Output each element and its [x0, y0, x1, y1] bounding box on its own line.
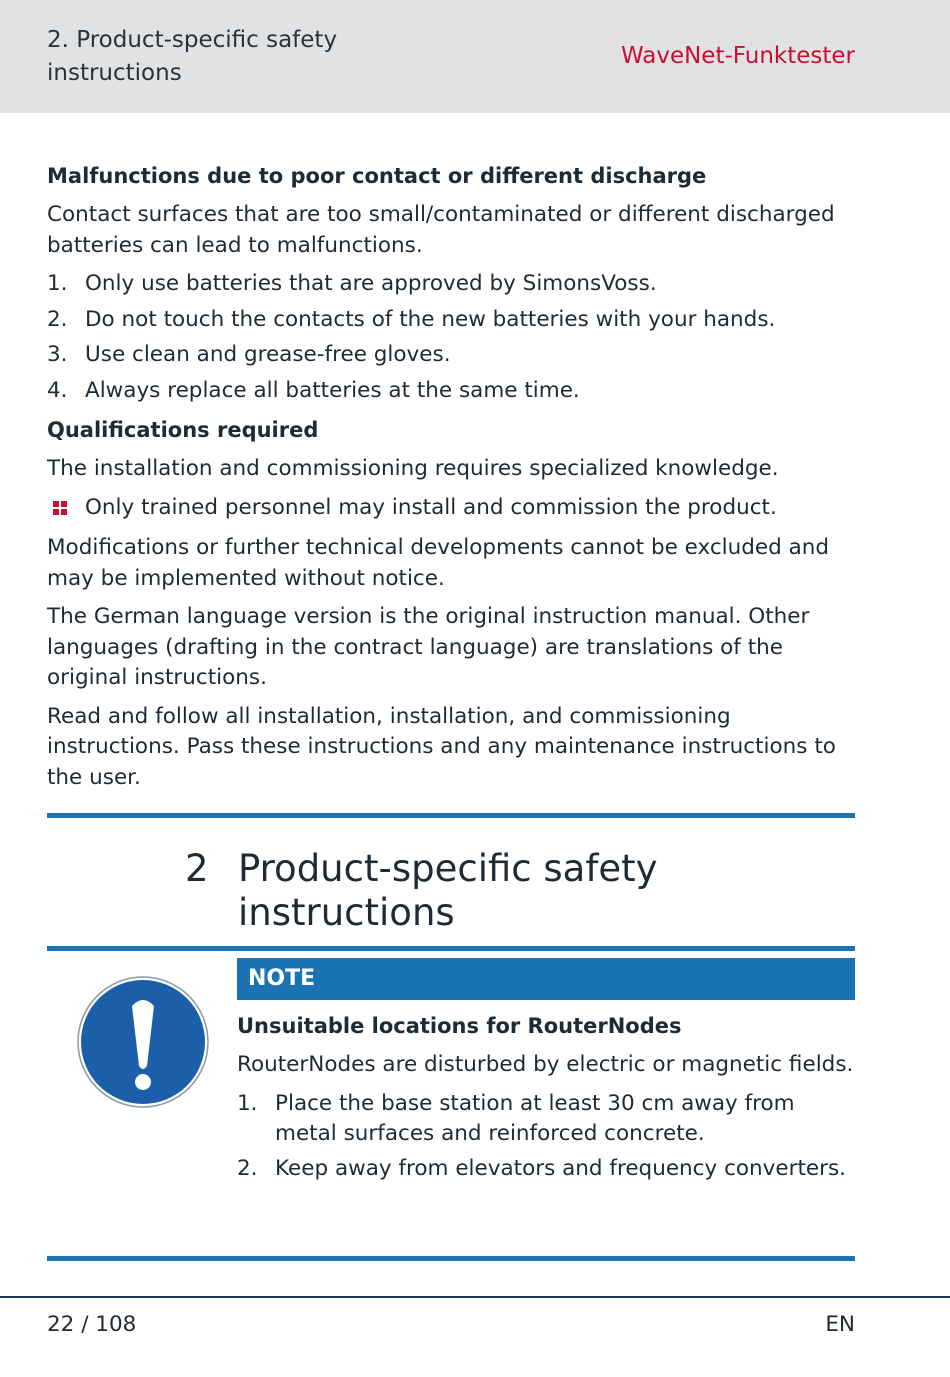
note-label-bar: NOTE	[237, 958, 855, 1000]
step-number: 3.	[47, 342, 68, 367]
page-header	[0, 0, 950, 113]
malfunctions-heading: Malfunctions due to poor contact or different discharge	[47, 164, 707, 188]
note-heading: Unsuitable locations for RouterNodes	[237, 1014, 682, 1038]
step-text: Only use batteries that are approved by SimonsVoss.	[85, 271, 657, 296]
list-item	[47, 376, 855, 407]
step-number: 4.	[47, 377, 68, 403]
battery-steps-list	[47, 269, 855, 406]
list-item	[47, 340, 855, 371]
chapter-divider-top	[47, 813, 855, 818]
step-number: 2.	[47, 306, 68, 332]
list-item	[47, 305, 855, 336]
note-divider-top	[47, 946, 855, 951]
product-name: WaveNet-Funktester	[620, 43, 855, 69]
step-text: Use clean and grease-free gloves.	[85, 342, 451, 367]
chapter-number: 2	[185, 847, 209, 890]
step-text: Keep away from elevators and frequency converters.	[275, 1155, 846, 1181]
step-number: 1.	[47, 271, 68, 296]
running-section-title: 2. Product-specific safety instructions	[47, 27, 338, 86]
bullet-text: Only trained personnel may install and commission the product.	[85, 494, 777, 520]
step-number: 1.	[237, 1090, 258, 1116]
exclamation-circle-icon	[77, 976, 209, 1108]
follow-instructions-paragraph: Read and follow all installation, installation, and commissioning instructions. Pass these instructions and any maintenance instructions to the user.	[47, 703, 836, 790]
step-text: Always replace all batteries at the same time.	[85, 377, 580, 403]
modifications-paragraph: Modifications or further technical developments cannot be excluded and may be implemented without notice.	[47, 535, 830, 591]
step-text: Do not touch the contacts of the new batteries with your hands.	[85, 306, 776, 332]
malfunctions-intro: Contact surfaces that are too small/contaminated or different discharged batteries can lead to malfunctions.	[47, 202, 835, 258]
footer-divider	[0, 1296, 950, 1298]
note-steps-list	[237, 1089, 855, 1185]
list-item	[47, 269, 855, 300]
note-intro: RouterNodes are disturbed by electric or magnetic fields.	[237, 1052, 854, 1077]
qualifications-bullet	[47, 493, 855, 524]
main-content	[47, 160, 855, 801]
step-text: Place the base station at least 30 cm away from metal surfaces and reinforced concrete.	[275, 1090, 795, 1146]
language-code: EN	[825, 1312, 855, 1337]
red-square-bullet-icon	[53, 501, 68, 516]
list-item	[237, 1154, 855, 1185]
qualifications-intro: The installation and commissioning requires specialized knowledge.	[47, 456, 779, 481]
step-number: 2.	[237, 1155, 258, 1181]
note-divider-bottom	[47, 1256, 855, 1261]
language-version-paragraph: The German language version is the original instruction manual. Other languages (drafting in the contract language) are translations of the original instructions.	[47, 604, 810, 690]
chapter-title: Product-specific safety instructions	[238, 847, 658, 934]
note-body	[237, 1010, 855, 1192]
qualifications-heading: Qualifications required	[47, 418, 319, 442]
page-number: 22 / 108	[47, 1312, 137, 1337]
list-item	[237, 1089, 855, 1150]
